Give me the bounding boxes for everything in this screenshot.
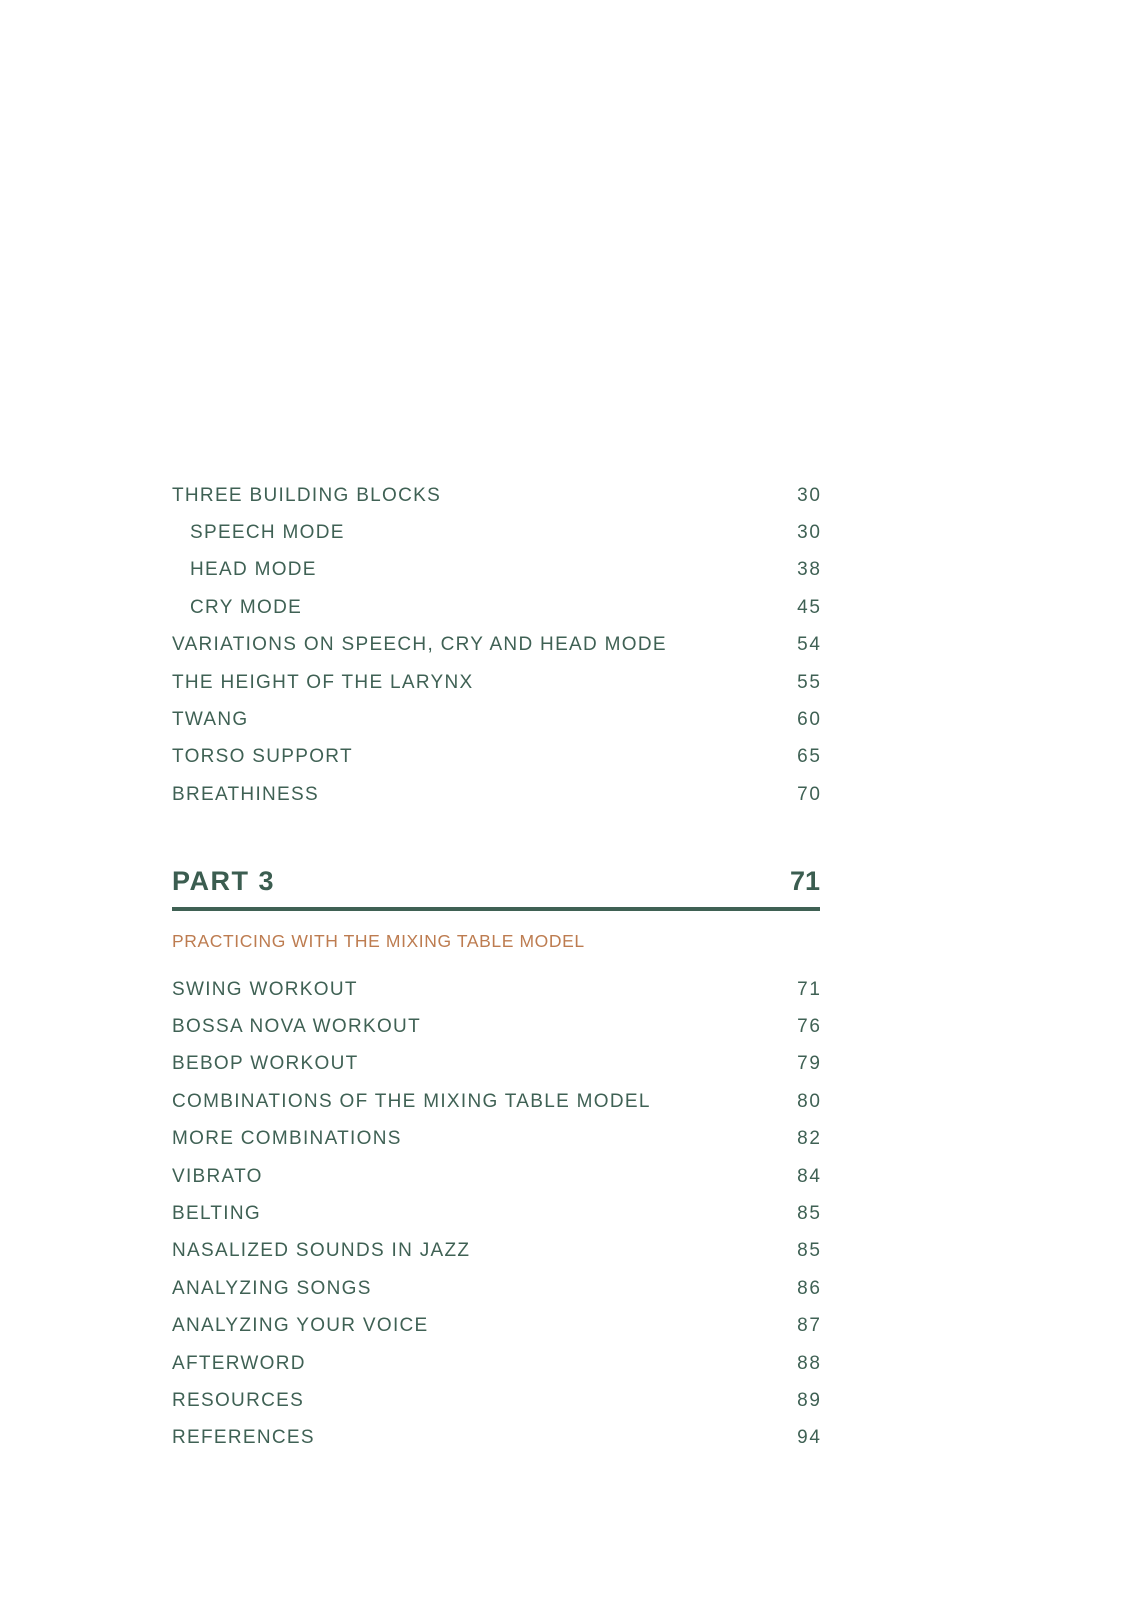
toc-entry[interactable] (172, 514, 820, 551)
toc-entry[interactable] (172, 1345, 820, 1382)
toc-entry-page-number: 76 (797, 1016, 822, 1038)
toc-entry-page-number: 30 (797, 484, 822, 506)
toc-entry[interactable] (172, 664, 820, 701)
part3-page-number: 71 (789, 866, 820, 896)
toc-entry-page-number: 87 (797, 1315, 822, 1337)
toc-entry[interactable] (172, 627, 820, 664)
toc-entry-page-number: 30 (797, 522, 822, 544)
toc-entry-label: BREATHINESS (172, 783, 319, 805)
toc-entry-label: CRY MODE (190, 596, 303, 618)
toc-entry[interactable] (172, 1046, 820, 1083)
toc-entry[interactable] (172, 971, 820, 1008)
toc-entry[interactable] (172, 1121, 820, 1158)
toc-entry[interactable] (172, 776, 820, 813)
toc-entry[interactable] (172, 1195, 820, 1232)
toc-entry-label: NASALIZED SOUNDS IN JAZZ (172, 1240, 471, 1262)
part3-divider-rule (172, 907, 820, 911)
toc-entry[interactable] (172, 552, 820, 589)
part3-title: PART 3 (172, 866, 276, 896)
toc-section-before-part3 (172, 477, 820, 814)
toc-entry[interactable] (172, 1158, 820, 1195)
part3-heading (172, 861, 820, 902)
toc-entry-page-number: 86 (797, 1277, 822, 1299)
toc-entry-label: MORE COMBINATIONS (172, 1128, 402, 1150)
toc-entry-page-number: 55 (797, 671, 822, 693)
toc-entry-label: BOSSA NOVA WORKOUT (172, 1016, 421, 1038)
toc-entry-label: TWANG (172, 709, 249, 731)
toc-entry[interactable] (172, 1382, 820, 1419)
toc-entry-label: VARIATIONS ON SPEECH, CRY AND HEAD MODE (172, 634, 667, 656)
toc-entry-page-number: 94 (797, 1427, 822, 1449)
toc-entry-page-number: 82 (797, 1128, 822, 1150)
toc-entry[interactable] (172, 1308, 820, 1345)
toc-entry[interactable] (172, 1270, 820, 1307)
toc-entry-page-number: 85 (797, 1203, 822, 1225)
toc-entry-label: BELTING (172, 1203, 261, 1225)
toc-entry-page-number: 71 (797, 978, 822, 1000)
toc-entry-label: RESOURCES (172, 1389, 305, 1411)
toc-entry-label: SPEECH MODE (190, 522, 345, 544)
toc-entry-page-number: 60 (797, 709, 822, 731)
toc-entry-label: REFERENCES (172, 1427, 315, 1449)
toc-entry[interactable] (172, 1008, 820, 1045)
toc-entry-page-number: 88 (797, 1352, 822, 1374)
toc-section-part3 (172, 971, 820, 1457)
toc-entry-label: ANALYZING SONGS (172, 1277, 372, 1299)
toc-entry-label: AFTERWORD (172, 1352, 306, 1374)
toc-entry[interactable] (172, 701, 820, 738)
toc-entry-page-number: 38 (797, 559, 822, 581)
toc-entry-page-number: 89 (797, 1389, 822, 1411)
toc-entry-label: TORSO SUPPORT (172, 746, 353, 768)
toc-entry-page-number: 85 (797, 1240, 822, 1262)
toc-entry-label: ANALYZING YOUR VOICE (172, 1315, 429, 1337)
toc-entry-page-number: 80 (797, 1090, 822, 1112)
toc-entry[interactable] (172, 1233, 820, 1270)
toc-entry-page-number: 70 (797, 783, 822, 805)
toc-entry-page-number: 65 (797, 746, 822, 768)
toc-entry[interactable] (172, 589, 820, 626)
toc-entry-label: SWING WORKOUT (172, 978, 358, 1000)
toc-entry-label: VIBRATO (172, 1165, 263, 1187)
part3-subtitle: PRACTICING WITH THE MIXING TABLE MODEL (172, 931, 585, 951)
toc-entry[interactable] (172, 1420, 820, 1457)
toc-entry-label: COMBINATIONS OF THE MIXING TABLE MODEL (172, 1090, 651, 1112)
toc-entry-label: HEAD MODE (190, 559, 317, 581)
toc-entry[interactable] (172, 739, 820, 776)
toc-entry-label: THREE BUILDING BLOCKS (172, 484, 442, 506)
toc-entry-page-number: 54 (797, 634, 822, 656)
toc-entry-page-number: 79 (797, 1053, 822, 1075)
toc-entry-page-number: 45 (797, 596, 822, 618)
toc-entry-label: BEBOP WORKOUT (172, 1053, 359, 1075)
toc-entry[interactable] (172, 1083, 820, 1120)
toc-entry-page-number: 84 (797, 1165, 822, 1187)
toc-entry-label: THE HEIGHT OF THE LARYNX (172, 671, 474, 693)
toc-entry[interactable] (172, 477, 820, 514)
